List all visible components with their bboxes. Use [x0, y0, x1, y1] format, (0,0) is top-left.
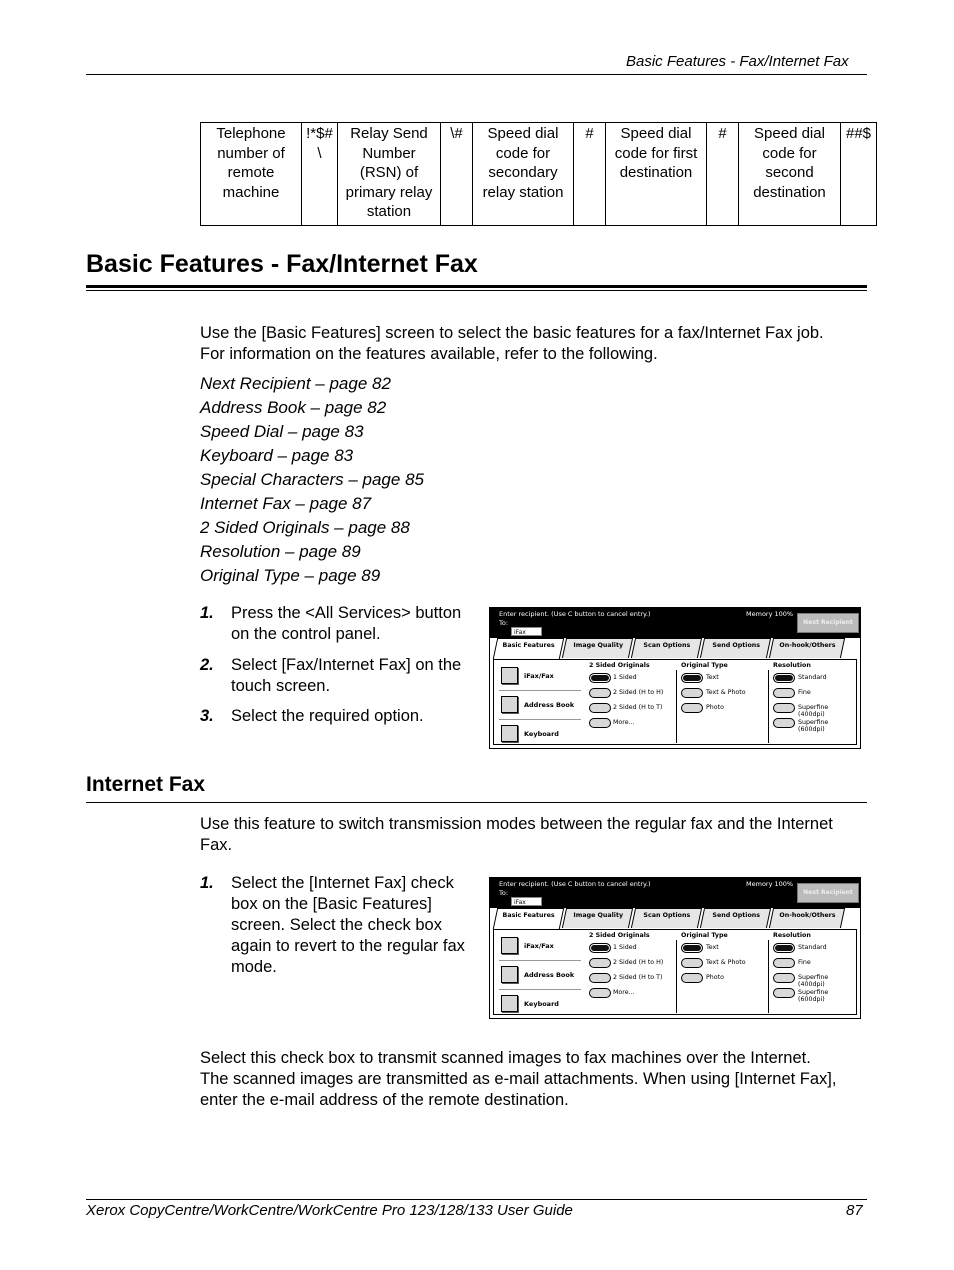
- option-2-sided-h-to-h[interactable]: [589, 958, 611, 968]
- option-superfine-400[interactable]: [773, 703, 795, 713]
- two-sided-originals-title: 2 Sided Originals: [589, 662, 650, 669]
- table-cell: Relay Send Number (RSN) of primary relay station: [338, 123, 441, 226]
- tab-scan-options[interactable]: Scan Options: [631, 908, 702, 928]
- table-cell: Telephone number of remote machine: [201, 123, 302, 226]
- table-row: [201, 123, 877, 226]
- tab-on-hook-others[interactable]: On-hook/Others: [769, 638, 845, 658]
- intro-paragraph: Use the [Basic Features] screen to select the basic features for a fax/Internet Fax job. For information on the features available, refer to the following.: [200, 324, 824, 363]
- link-next-recipient[interactable]: Next Recipient – page 82: [200, 374, 391, 393]
- table-cell: Speed dial code for second destination: [739, 123, 841, 226]
- tab-send-options[interactable]: Send Options: [700, 638, 771, 658]
- option-more[interactable]: [589, 988, 611, 998]
- table-cell: !*$# \: [302, 123, 338, 226]
- option-more[interactable]: [589, 718, 611, 728]
- link-keyboard[interactable]: Keyboard – page 83: [200, 446, 354, 465]
- closing-paragraph: Select this check box to transmit scanned images to fax machines over the Internet. The scanned images are transmitted as e-mail attachments. When using [Internet Fax], enter the e-mail address of the remote destination.: [200, 1049, 837, 1109]
- next-recipient-button[interactable]: Next Recipient: [797, 883, 859, 903]
- subsection-rule: [86, 802, 867, 803]
- option-standard[interactable]: [773, 673, 795, 683]
- two-sided-originals-title: 2 Sided Originals: [589, 932, 650, 939]
- page-number: 87: [846, 1202, 863, 1219]
- option-1-sided[interactable]: [589, 943, 611, 953]
- tab-send-options[interactable]: Send Options: [700, 908, 771, 928]
- step-3: 3. Select the required option.: [200, 707, 424, 725]
- option-photo[interactable]: [681, 703, 703, 713]
- column-divider: [768, 670, 769, 743]
- option-text-and-photo[interactable]: [681, 958, 703, 968]
- recipient-field[interactable]: iFax: [511, 627, 542, 636]
- address-book-label: Address Book: [524, 701, 575, 709]
- link-special-characters[interactable]: Special Characters – page 85: [200, 470, 424, 489]
- option-2-sided-h-to-h[interactable]: [589, 688, 611, 698]
- recipient-field[interactable]: iFax: [511, 897, 542, 906]
- screen-tabs: [493, 908, 857, 929]
- link-2-sided-originals[interactable]: 2 Sided Originals – page 88: [200, 518, 410, 537]
- option-text-and-photo[interactable]: [681, 688, 703, 698]
- link-internet-fax[interactable]: Internet Fax – page 87: [200, 494, 372, 513]
- option-superfine-600[interactable]: [773, 718, 795, 728]
- option-standard[interactable]: [773, 943, 795, 953]
- screen-status-bar: Enter recipient. (Use C button to cancel entry.) To: iFax Memory 100% Next Recipient: [490, 878, 860, 908]
- table-cell: \#: [441, 123, 473, 226]
- option-fine[interactable]: [773, 958, 795, 968]
- tab-basic-features[interactable]: Basic Features: [493, 638, 564, 659]
- divider: [499, 989, 581, 990]
- table-cell: ##$: [841, 123, 877, 226]
- basic-features-screen: [489, 607, 861, 749]
- column-divider: [676, 670, 677, 743]
- divider: [499, 690, 581, 691]
- footer-title: Xerox CopyCentre/WorkCentre/WorkCentre Pro 123/128/133 User Guide: [86, 1202, 573, 1219]
- original-type-title: Original Type: [681, 932, 728, 939]
- option-superfine-400[interactable]: [773, 973, 795, 983]
- table-cell: #: [574, 123, 606, 226]
- keyboard-button[interactable]: [501, 995, 518, 1012]
- running-header: Basic Features - Fax/Internet Fax: [626, 53, 849, 70]
- divider: [499, 719, 581, 720]
- keyboard-label: Keyboard: [524, 1000, 559, 1008]
- address-book-button[interactable]: [501, 966, 518, 983]
- link-address-book[interactable]: Address Book – page 82: [200, 398, 387, 417]
- link-original-type[interactable]: Original Type – page 89: [200, 566, 381, 585]
- resolution-title: Resolution: [773, 662, 811, 669]
- title-rule: [86, 285, 867, 288]
- address-book-label: Address Book: [524, 971, 575, 979]
- basic-features-panel: iFax/Fax Address Book Keyboard 2 Sided Originals 1 Sided 2 Sided (H to H) 2 Sided (H to T) More... Original Type Text Text & Photo Photo Resolution Standard Fine Superfine (400dpi) Superfine (600dpi): [493, 929, 857, 1015]
- title-rule-thin: [86, 290, 867, 291]
- ifax-fax-button[interactable]: [501, 667, 518, 684]
- section-title: Basic Features - Fax/Internet Fax: [86, 250, 478, 278]
- header-rule: [86, 74, 867, 75]
- basic-features-panel: iFax/Fax Address Book Keyboard 2 Sided Originals 1 Sided 2 Sided (H to H) 2 Sided (H to T) More... Original Type Text Text & Photo Photo Resolution Standard Fine Superfine (400dpi) Superfine (600dpi): [493, 659, 857, 745]
- step-1: 1. Press the <All Services> button on the control panel.: [200, 604, 462, 643]
- internet-fax-step-1: 1. Select the [Internet Fax] check box on the [Basic Features] screen. Select the check box again to revert to the regular fax mode.: [200, 874, 465, 976]
- link-speed-dial[interactable]: Speed Dial – page 83: [200, 422, 364, 441]
- table-cell: Speed dial code for first destination: [606, 123, 707, 226]
- ifax-fax-label: iFax/Fax: [524, 672, 554, 680]
- address-book-button[interactable]: [501, 696, 518, 713]
- step-2: 2. Select [Fax/Internet Fax] on the touch screen.: [200, 656, 462, 695]
- screen-status-bar: Enter recipient. (Use C button to cancel entry.) To: iFax Memory 100% Next Recipient: [490, 608, 860, 638]
- column-divider: [768, 940, 769, 1013]
- tab-basic-features[interactable]: Basic Features: [493, 908, 564, 929]
- option-text[interactable]: [681, 943, 703, 953]
- keyboard-label: Keyboard: [524, 730, 559, 738]
- table-cell: Speed dial code for secondary relay station: [473, 123, 574, 226]
- tab-image-quality[interactable]: Image Quality: [562, 638, 633, 658]
- next-recipient-button[interactable]: Next Recipient: [797, 613, 859, 633]
- ifax-fax-button[interactable]: [501, 937, 518, 954]
- tab-image-quality[interactable]: Image Quality: [562, 908, 633, 928]
- option-2-sided-h-to-t[interactable]: [589, 973, 611, 983]
- original-type-title: Original Type: [681, 662, 728, 669]
- speed-dial-code-table: [200, 122, 877, 226]
- internet-fax-intro: Use this feature to switch transmission modes between the regular fax and the Internet Fax.: [200, 815, 833, 854]
- option-superfine-600[interactable]: [773, 988, 795, 998]
- tab-scan-options[interactable]: Scan Options: [631, 638, 702, 658]
- column-divider: [676, 940, 677, 1013]
- option-fine[interactable]: [773, 688, 795, 698]
- tab-on-hook-others[interactable]: On-hook/Others: [769, 908, 845, 928]
- keyboard-button[interactable]: [501, 725, 518, 742]
- feature-link-list: [200, 372, 424, 588]
- option-photo[interactable]: [681, 973, 703, 983]
- option-text[interactable]: [681, 673, 703, 683]
- screen-tabs: [493, 638, 857, 659]
- subsection-title: Internet Fax: [86, 773, 206, 796]
- option-2-sided-h-to-t[interactable]: [589, 703, 611, 713]
- table-cell: #: [707, 123, 739, 226]
- footer-rule: [86, 1199, 867, 1200]
- divider: [499, 960, 581, 961]
- option-1-sided[interactable]: [589, 673, 611, 683]
- link-resolution[interactable]: Resolution – page 89: [200, 542, 361, 561]
- resolution-title: Resolution: [773, 932, 811, 939]
- ifax-fax-label: iFax/Fax: [524, 942, 554, 950]
- internet-fax-screen: [489, 877, 861, 1019]
